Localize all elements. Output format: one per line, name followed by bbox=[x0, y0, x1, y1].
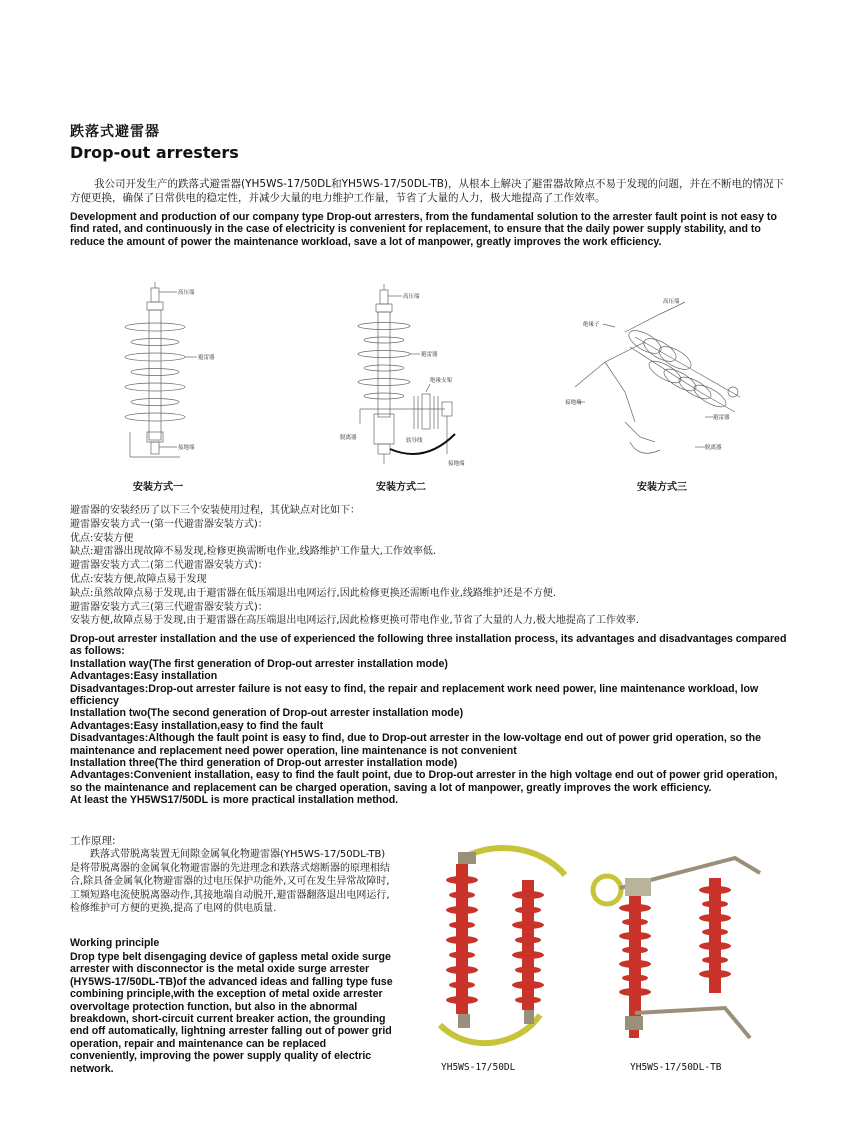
adv-en-line: Advantages:Easy installation bbox=[70, 670, 218, 683]
label-ground: 接地端 bbox=[178, 445, 195, 451]
label-ground-3: 接地端 bbox=[565, 400, 582, 406]
label-arrester-2: 避雷器 bbox=[421, 352, 438, 358]
photo-caption-1: YH5WS-17/50DL bbox=[441, 1062, 516, 1073]
label-bracket: 绝缘支架 bbox=[430, 378, 453, 384]
page-title-cn: 跌落式避雷器 bbox=[70, 124, 160, 140]
working-principle-cn: 跌落式带脱离装置无间隙金属氧化物避雷器(YH5WS-17/50DL-TB)是将带脱离器的金属氧化物避雷器的先进理念和跌落式熔断器的原理相结合,除具备金属氧化物避雷器的过电压保护功能外,又可在发生异常故障时,工频短路电流使脱离器动作,其接地端自动脱开,避雷器翻落退出电网运行,检修维护可方便的更换,提高了电网的供电质量. bbox=[70, 849, 390, 914]
product-photo-yh5ws-dl bbox=[430, 840, 595, 1055]
adv-cn-line: 避雷器的安装经历了以下三个安装使用过程，其优缺点对比如下： bbox=[70, 505, 360, 516]
adv-en-line: Disadvantages:Drop-out arrester failure is not easy to find, the repair and replacement work need power, line maintenance workload, low efficiency bbox=[70, 682, 759, 708]
diagram-caption-1: 安装方式一 bbox=[133, 482, 183, 493]
label-lead: 软导线 bbox=[406, 438, 423, 444]
adv-cn-line: 缺点:避雷器出现故障不易发现,检修更换需断电作业,线路维护工作量大,工作效率低. bbox=[70, 546, 437, 558]
adv-en-line: Installation way(The first generation of Drop-out arrester installation mode) bbox=[70, 657, 448, 670]
label-ground-2: 接地端 bbox=[448, 461, 465, 467]
adv-en-line: Advantages:Easy installation,easy to find the fault bbox=[70, 719, 324, 732]
diagram-caption-2: 安装方式二 bbox=[376, 482, 426, 493]
label-arrester-3: 避雷器 bbox=[713, 415, 730, 421]
label-disconnector-3: 脱离器 bbox=[705, 445, 722, 451]
label-disconnector: 脱离器 bbox=[340, 435, 357, 441]
adv-en-line: Disadvantages:Although the fault point is easy to find, due to Drop-out arrester in the low-voltage end out of power grid operation, so the maintenance and replacement need power operation, line maintenance is not convenient bbox=[70, 732, 761, 757]
installation-diagram-1 bbox=[95, 282, 265, 472]
adv-cn-line: 优点:安装方便 bbox=[70, 532, 134, 544]
working-principle-heading-en: Working principle bbox=[70, 937, 160, 949]
adv-en-line: Installation two(The second generation of Drop-out arrester installation mode) bbox=[70, 707, 464, 720]
advantages-cn bbox=[70, 504, 790, 628]
adv-en-line: At least the YH5WS17/50DL is more practical installation method. bbox=[70, 794, 399, 807]
working-principle-en: Drop type belt disengaging device of gapless metal oxide surge arrester with disconnector is the metal oxide surge arrester (HY5WS-17/50DL-TB)of the advanced ideas and falling type fuse combining principle,with the exception of metal oxide arrester overvoltage protection function, but also in the abnormal breakdown, short-circuit current breaker action, the grounding end off automatically, lightning arrester falling out of power grid operation, repair and maintenance can be replaced conveniently, improving the power supply quality of electric network. bbox=[70, 951, 393, 1075]
label-high-voltage: 高压端 bbox=[178, 290, 195, 296]
intro-paragraph-cn: 我公司开发生产的跌落式避雷器(YH5WS-17/50DL和YH5WS-17/50DL-TB)，从根本上解决了避雷器故障点不易于发现的问题，并在不断电的情况下方便更换，确保了日常供电的稳定性，并减少大量的电力维护工作量，节省了大量的人力，极大地提高了工作效率。 bbox=[70, 178, 784, 204]
working-principle-heading-cn: 工作原理: bbox=[70, 835, 116, 847]
intro-paragraph-en: Development and production of our company type Drop-out arresters, from the fundamental solution to the arrester fault point is not easy to find rated, and continuously in the case of electricity is convenient for replacement, to ensure that the daily power supply stability, and to reduce the amount of power the maintenance workload, save a lot of manpower, greatly improves the work efficiency. bbox=[70, 211, 777, 248]
label-arrester: 避雷器 bbox=[198, 355, 215, 361]
label-high-voltage-2: 高压端 bbox=[403, 294, 420, 300]
adv-en-line: Installation three(The third generation of Drop-out arrester installation mode) bbox=[70, 757, 458, 770]
adv-cn-line: 安装方便,故障点易于发现,由于避雷器在高压端退出电网运行,因此检修更换可带电作业,节省了大量的人力,极大地提高了工作效率. bbox=[70, 615, 640, 627]
page-title-en: Drop-out arresters bbox=[70, 143, 239, 162]
adv-cn-line: 避雷器安装方式一(第一代避雷器安装方式)： bbox=[70, 518, 268, 530]
label-insulator: 绝缘子 bbox=[583, 322, 600, 328]
adv-en-line: Drop-out arrester installation and the use of experienced the following three installation process, its advantages and disadvantages compared as follows: bbox=[70, 633, 787, 658]
adv-cn-line: 避雷器安装方式三(第三代避雷器安装方式)： bbox=[70, 601, 268, 613]
adv-cn-line: 优点:安装方便,故障点易于发现 bbox=[70, 573, 207, 585]
product-photo-yh5ws-dl-tb bbox=[585, 848, 775, 1048]
adv-cn-line: 缺点:虽然故障点易于发现,由于避雷器在低压端退出电网运行,因此检修更换还需断电作业,线路维护还是不方便. bbox=[70, 587, 557, 599]
diagram-caption-3: 安装方式三 bbox=[637, 482, 687, 493]
label-high-voltage-3: 高压端 bbox=[663, 299, 680, 305]
advantages-en bbox=[70, 633, 790, 807]
photo-caption-2: YH5WS-17/50DL-TB bbox=[630, 1062, 722, 1073]
adv-cn-line: 避雷器安装方式二(第二代避雷器安装方式)： bbox=[70, 560, 268, 572]
adv-en-line: Advantages:Convenient installation, easy to find the fault point, due to Drop-out arrester in the high voltage end out of power grid operation, so the maintenance and replacement can be charged operation, saving a lot of manpower, greatly improves the work efficiency. bbox=[70, 769, 778, 794]
installation-diagram-3 bbox=[565, 292, 755, 467]
installation-diagram-2 bbox=[330, 284, 480, 474]
